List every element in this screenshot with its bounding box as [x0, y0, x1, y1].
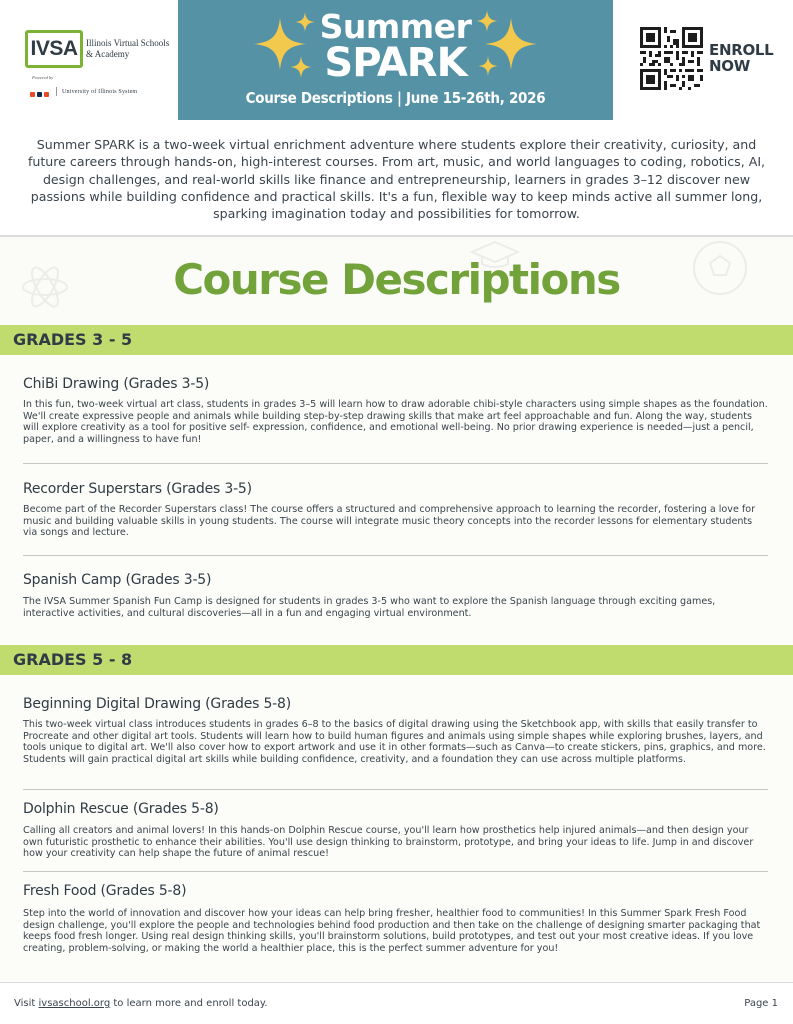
course-description: This two-week virtual class introduces students in grades 6–8 to the basics of digital drawing using the Sketchbook app, with skills that easily transfer to Procreate and other digital art tools. Students will learn how to build human figures and animals using simple shapes while exploring brushes, layers, and tools unique to digital art. We'll also cover how to export artwork and use it in other formats—such as Canva—to create stickers, pins, graphics, and more. Students will gain practical digital art skills while building confidence, creativity, and a foundation they can use across multiple platforms. [23, 719, 766, 765]
ivsa-logo[interactable] [0, 0, 178, 120]
enroll-label-line1: ENROLL [709, 41, 774, 59]
powered-by-label: Powered by [32, 75, 54, 80]
course-description: In this fun, two-week virtual art class, students in grades 3–5 will learn how to draw adorable chibi-style characters using simple shapes as the foundation. We'll create expressive people and animals while building step-by-step drawing skills that make art feel approachable and fun. Along the way, students will explore creativity as a tool for positive self- expression, confidence, and emotional well-being. No prior drawing experience is needed—just a pencil, paper, and a willingness to have fun! [23, 399, 768, 445]
footer-divider [0, 982, 793, 983]
course-divider [23, 463, 768, 464]
enroll-now-block[interactable] [613, 0, 793, 120]
footer-prefix: Visit [14, 998, 39, 1009]
course-divider [23, 555, 768, 556]
summer-spark-banner [178, 0, 613, 120]
course-description: Step into the world of innovation and discover how your ideas can help bring fresher, healthier food to communities! In this Summer Spark Fresh Food design challenge, you'll explore the people and technologies behind food production and then take on the challenge of designing smarter packaging that keeps food fresh longer. Using real design thinking skills, you'll brainstorm solutions, build prototypes, and test out your most creative ideas. If you love creating, problem-solving, or making the world a healthier place, this is the perfect summer adventure for you! [23, 908, 761, 954]
ivsaschool-link[interactable]: ivsaschool.org [38, 998, 111, 1009]
intro-paragraph: Summer SPARK is a two-week virtual enrichment adventure where students explore their creativity, curiosity, and future careers through hands-on, high-interest courses. From art, music, and world languages to coding, robotics, AI, design challenges, and real-world skills like finance and entrepreneurship, learners in grades 3–12 discover new passions while building confidence and practical skills. It's a fun, flexible way to keep minds active all summer long, sparking imagination today and possibilities for tomorrow. [27, 137, 766, 222]
course-description: Calling all creators and animal lovers! In this hands-on Dolphin Rescue course, you'll learn how prosthetics help injured animals—and then design your own futuristic prosthetic to enhance their abilities. You'll use design thinking to brainstorm, prototype, and bring your ideas to life. Jump in and discover how your creativity can help shape the future of animal rescue! [23, 825, 754, 860]
uofi-logo [30, 82, 137, 101]
qr-code-icon[interactable] [640, 27, 703, 90]
course-description: Become part of the Recorder Superstars class! The course offers a structured and comprehensive approach to learning the recorder, fostering a love for music and building valuable skills in young students. The course will integrate music theory concepts into the recorder lessons for elementary students via songs and lecture. [23, 504, 756, 539]
banner-subtitle: Course Descriptions | June 15-26th, 2026 [245, 89, 546, 107]
course-title: Dolphin Rescue (Grades 5-8) [23, 801, 219, 817]
grades-5-8-heading: GRADES 5 - 8 [0, 645, 793, 675]
course-divider [23, 871, 768, 872]
footer-enroll-note [14, 998, 268, 1009]
ivsa-logo-mark: IVSA [25, 30, 83, 68]
course-title: ChiBi Drawing (Grades 3-5) [23, 376, 210, 392]
grades-3-5-heading: GRADES 3 - 5 [0, 325, 793, 355]
enroll-now-label[interactable] [709, 42, 773, 74]
enroll-label-line2: NOW [709, 57, 750, 75]
course-title: Fresh Food (Grades 5-8) [23, 883, 187, 899]
course-divider [23, 789, 768, 790]
uofi-logo-text: University of Illinois System [62, 88, 138, 95]
course-title: Spanish Camp (Grades 3-5) [23, 572, 212, 588]
course-title: Recorder Superstars (Grades 3-5) [23, 481, 252, 497]
banner-title-spark: SPARK [324, 40, 467, 86]
page-header [0, 0, 793, 120]
uofi-campus-icon [30, 82, 51, 101]
course-title: Beginning Digital Drawing (Grades 5-8) [23, 696, 291, 712]
banner-title-summer: Summer [319, 7, 472, 46]
footer-suffix: to learn more and enroll today. [110, 998, 268, 1009]
page-number: Page 1 [744, 998, 778, 1009]
course-descriptions-title: Course Descriptions [173, 255, 620, 304]
ivsa-logo-name: Illinois Virtual Schools & Academy [86, 38, 170, 59]
course-description: The IVSA Summer Spanish Fun Camp is designed for students in grades 3-5 who want to explore the Spanish language through exciting games, interactive activities, and cultural discoveries—all in a fun and engaging virtual environment. [23, 596, 716, 619]
